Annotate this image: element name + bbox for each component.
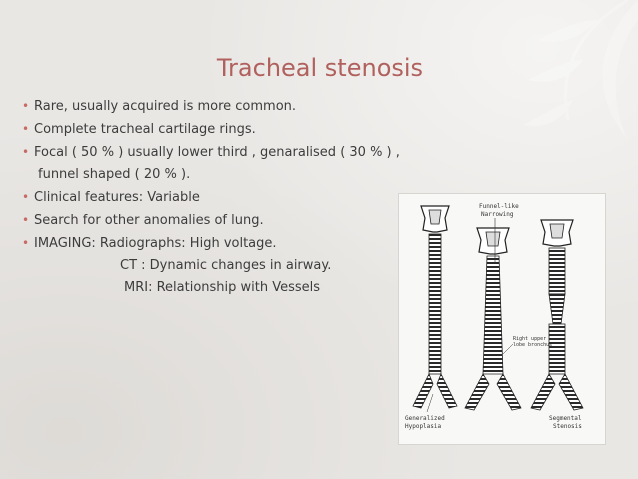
bullet-item: • Complete tracheal cartilage rings. — [22, 118, 482, 141]
bullet-continuation: funnel shaped ( 20 % ). — [38, 167, 191, 182]
label-funnel-2: Narrowing — [481, 211, 514, 218]
label-segmental-2: Stenosis — [553, 423, 582, 430]
trachea-diagram — [399, 194, 605, 444]
bullet-continuation: CT : Dynamic changes in airway. — [120, 258, 332, 273]
label-segmental-1: Segmental — [549, 415, 582, 422]
bullet-item: • Clinical features: Variable — [22, 186, 482, 209]
bullet-marker-icon: • — [22, 236, 30, 250]
slide-title: Tracheal stenosis — [216, 54, 424, 82]
label-generalized-2: Hypoplasia — [405, 423, 442, 430]
bullet-marker-icon: • — [22, 99, 30, 113]
label-bronchus-2: lobe bronchus — [513, 342, 553, 348]
bullet-marker-icon: • — [22, 190, 30, 204]
bullet-item: • IMAGING: Radiographs: High voltage. — [22, 232, 482, 255]
bullet-marker-icon: • — [22, 145, 30, 159]
label-bronchus-1: Right upper — [513, 336, 547, 342]
bullet-item: • Rare, usually acquired is more common. — [22, 95, 482, 118]
label-funnel-1: Funnel-like — [479, 203, 519, 210]
trachea-segmental — [531, 220, 583, 410]
bullet-continuation: MRI: Relationship with Vessels — [124, 280, 321, 295]
trachea-generalized — [413, 206, 457, 408]
bullet-item: • Search for other anomalies of lung. — [22, 209, 482, 232]
bullet-marker-icon: • — [22, 122, 30, 136]
bullet-item: • Focal ( 50 % ) usually lower third , genaralised ( 30 % ) , — [22, 141, 482, 164]
trachea-funnel — [465, 228, 521, 410]
trachea-illustration — [398, 193, 606, 445]
bullet-marker-icon: • — [22, 213, 30, 227]
label-generalized-1: Generalized — [405, 415, 445, 422]
leaf-watermark-icon — [488, 0, 638, 200]
